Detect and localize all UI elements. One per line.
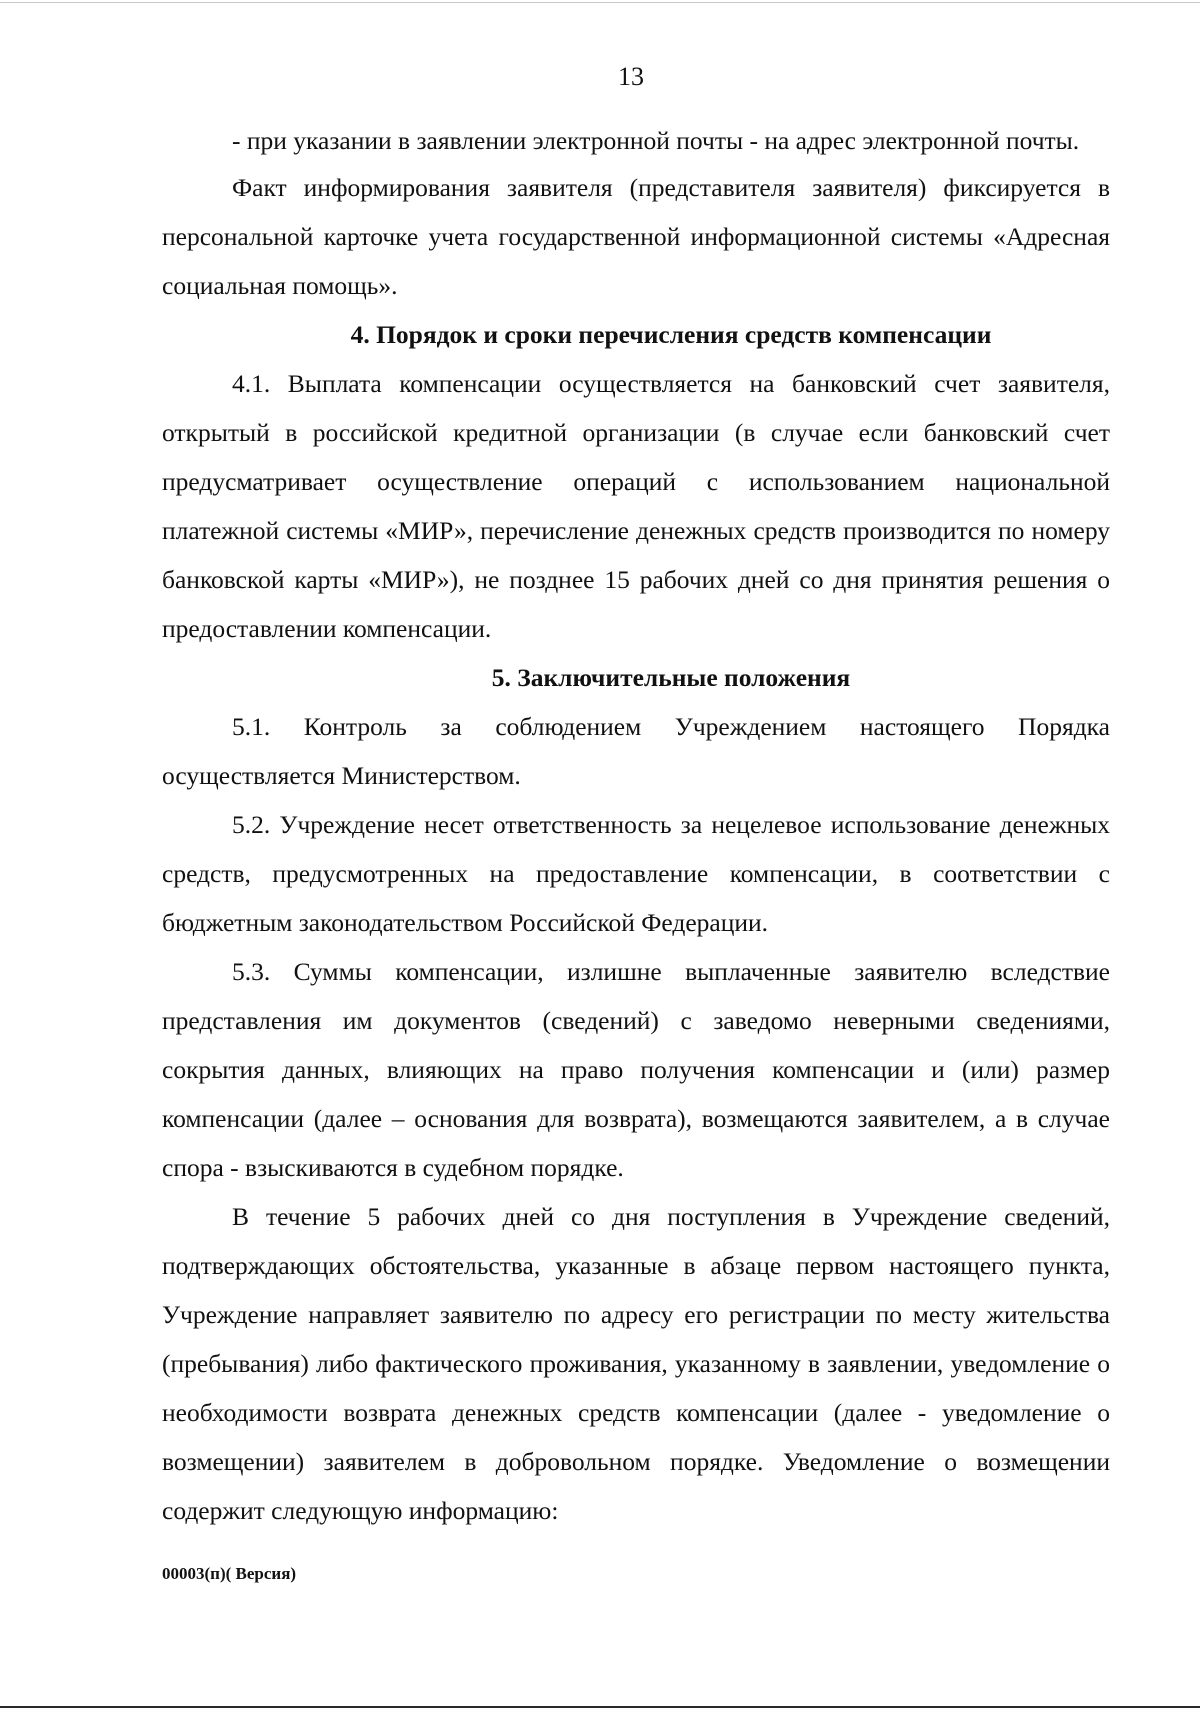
document-footer-code: 00003(п)( Версия) xyxy=(162,1564,297,1583)
top-edge-rule xyxy=(0,2,1200,3)
paragraph-5-2: 5.2. Учреждение несет ответственность за нецелевое использование денежных средств, предусмотренных на предоставление компенсации, в соответствии с бюджетным законодательством Российской Федерации. xyxy=(162,810,1110,937)
page-number: 13 xyxy=(618,62,644,91)
bottom-edge-rule xyxy=(0,1706,1200,1708)
paragraph-5-1: 5.1. Контроль за соблюдением Учреждением настоящего Порядка осуществляется Министерством. xyxy=(162,712,1110,790)
paragraph-5-3: 5.3. Суммы компенсации, излишне выплаченные заявителю вследствие представления им документов (сведений) с заведомо неверными сведениями, сокрытия данных, влияющих на право получения компенсации и (или) размер компенсации (далее – основания для возврата), возмещаются заявителем, а в случае спора - взыскиваются в судебном порядке. xyxy=(162,957,1110,1182)
section-heading-4: 4. Порядок и сроки перечисления средств компенсации xyxy=(350,320,992,349)
paragraph-5-3-refund-notice: В течение 5 рабочих дней со дня поступления в Учреждение сведений, подтверждающих обстоятельства, указанные в абзаце первом настоящего пункта, Учреждение направляет заявителю по адресу его регистрации по месту жительства (пребывания) либо фактического проживания, указанному в заявлении, уведомление о необходимости возврата денежных средств компенсации (далее - уведомление о возмещении) заявителем в добровольном порядке. Уведомление о возмещении содержит следующую информацию: xyxy=(162,1202,1110,1525)
paragraph-email-notice: - при указании в заявлении электронной почты - на адрес электронной почты. xyxy=(232,126,1080,155)
section-heading-5: 5. Заключительные положения xyxy=(491,663,851,692)
paragraph-fact-of-notification: Факт информирования заявителя (представителя заявителя) фиксируется в персональной карточке учета государственной информационной системы «Адресная социальная помощь». xyxy=(162,173,1110,300)
document-body xyxy=(162,116,1110,1535)
paragraph-4-1: 4.1. Выплата компенсации осуществляется на банковский счет заявителя, открытый в российской кредитной организации (в случае если банковский счет предусматривает осуществление операций с использованием национальной платежной системы «МИР», перечисление денежных средств производится по номеру банковской карты «МИР»), не позднее 15 рабочих дней со дня принятия решения о предоставлении компенсации. xyxy=(162,369,1110,643)
